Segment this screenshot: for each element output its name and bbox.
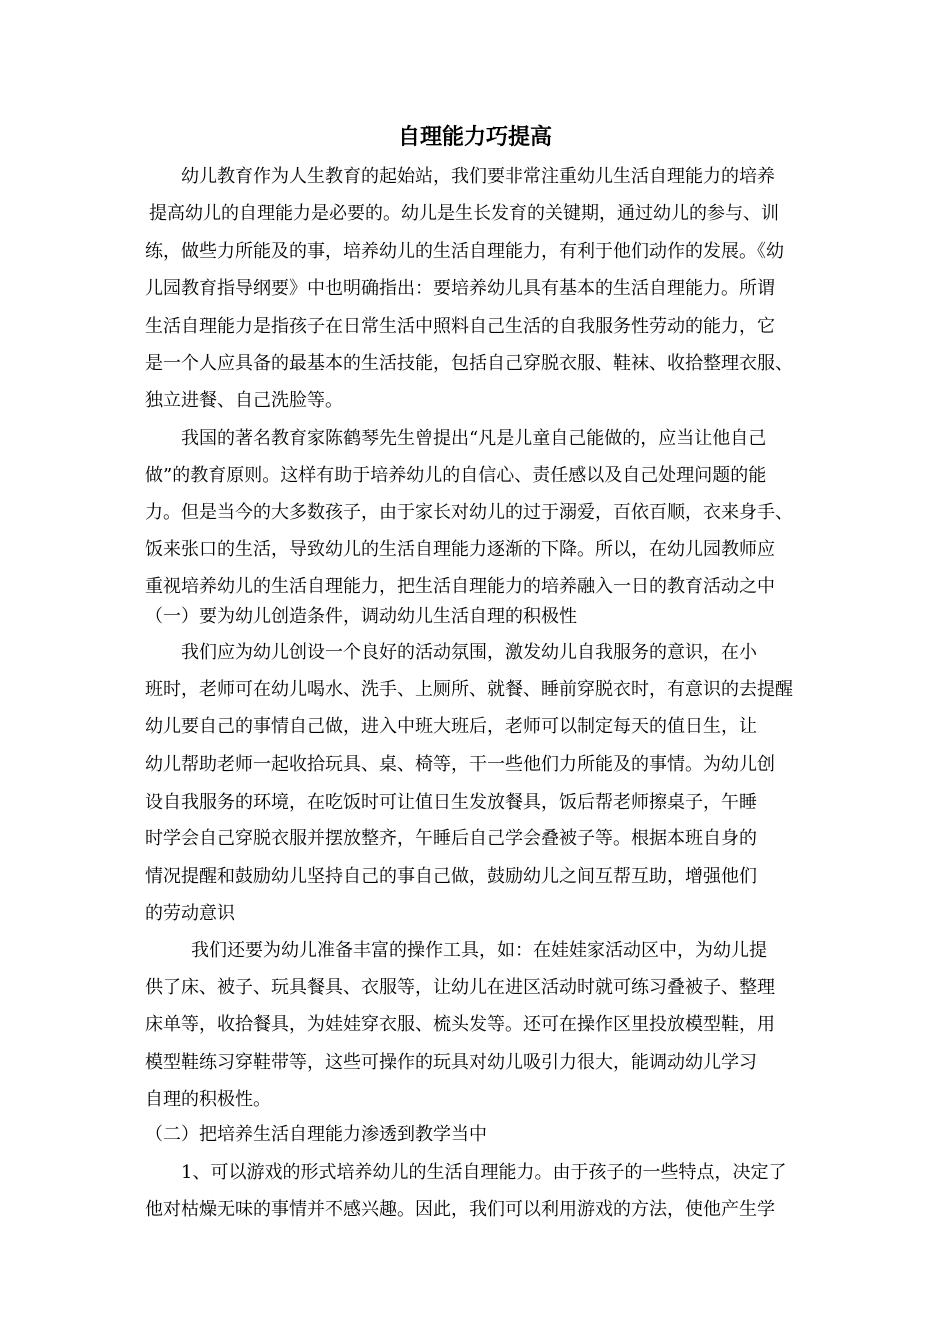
text-line: 我们还要为幼儿准备丰富的操作工具，如：在娃娃家活动区中，为幼儿提 xyxy=(191,940,767,961)
text-line: 生活自理能力是指孩子在日常生活中照料自己生活的自我服务性劳动的能力，它 xyxy=(145,316,775,337)
text-line: 重视培养幼儿的生活自理能力，把生活自理能力的培养融入一日的教育活动之中 xyxy=(145,576,775,597)
text-line: 我国的著名教育家陈鹤琴先生曾提出“凡是儿童自己能做的，应当让他自己 xyxy=(181,428,767,449)
text-line: 练，做些力所能及的事，培养幼儿的生活自理能力，有利于他们动作的发展。《幼 xyxy=(145,241,784,262)
text-line: 独立进餐、自己洗脸等。 xyxy=(145,390,343,411)
text-line: 做”的教育原则。这样有助于培养幼儿的自信心、责任感以及自己处理问题的能 xyxy=(145,465,767,486)
text-line: 供了床、被子、玩具餐具、衣服等，让幼儿在进区活动时就可练习叠被子、整理 xyxy=(145,977,775,998)
text-line: 儿园教育指导纲要》中也明确指出：要培养幼儿具有基本的生活自理能力。所谓 xyxy=(145,278,775,299)
text-line: 班时，老师可在幼儿喝水、洗手、上厕所、就餐、睡前穿脱衣时，有意识的去提醒 xyxy=(145,679,793,700)
text-line: 幼儿教育作为人生教育的起始站，我们要非常注重幼儿生活自理能力的培养 xyxy=(181,166,775,187)
text-line: 幼儿要自己的事情自己做，进入中班大班后，老师可以制定每天的值日生，让 xyxy=(145,716,757,737)
document-title: 自理能力巧提高 xyxy=(397,125,552,150)
section-heading: （二）把培养生活自理能力渗透到教学当中 xyxy=(145,1124,487,1145)
text-line: 设自我服务的环境，在吃饭时可让值日生发放餐具，饭后帮老师擦桌子，午睡 xyxy=(145,792,757,813)
text-line: 模型鞋练习穿鞋带等，这些可操作的玩具对幼儿吸引力很大，能调动幼儿学习 xyxy=(145,1052,757,1073)
text-line: 提高幼儿的自理能力是必要的。幼儿是生长发育的关键期，通过幼儿的参与、训 xyxy=(149,203,779,224)
text-line: 我们应为幼儿创设一个良好的活动氛围，激发幼儿自我服务的意识，在小 xyxy=(181,642,757,663)
text-line: 他对枯燥无味的事情并不感兴趣。因此，我们可以利用游戏的方法，使他产生学 xyxy=(145,1199,775,1220)
text-line: 力。但是当今的大多数孩子，由于家长对幼儿的过于溺爱，百依百顺，衣来身手、 xyxy=(145,502,793,523)
section-heading: （一）要为幼儿创造条件，调动幼儿生活自理的积极性 xyxy=(145,606,577,627)
text-line: 的劳动意识 xyxy=(145,903,235,924)
text-line: 饭来张口的生活，导致幼儿的生活自理能力逐渐的下降。所以，在幼儿园教师应 xyxy=(145,539,775,560)
text-line: 1、可以游戏的形式培养幼儿的生活自理能力。由于孩子的一些特点，决定了 xyxy=(181,1162,787,1183)
text-line: 幼儿帮助老师一起收拾玩具、桌、椅等，干一些他们力所能及的事情。为幼儿创 xyxy=(145,754,775,775)
text-line: 自理的积极性。 xyxy=(145,1089,271,1110)
text-line: 床单等，收拾餐具，为娃娃穿衣服、梳头发等。还可在操作区里投放模型鞋，用 xyxy=(145,1014,775,1035)
text-line: 时学会自己穿脱衣服并摆放整齐，午睡后自己学会叠被子等。根据本班自身的 xyxy=(145,828,757,849)
text-line: 是一个人应具备的最基本的生活技能，包括自己穿脱衣服、鞋袜、收拾整理衣服、 xyxy=(145,353,793,374)
text-line: 情况提醒和鼓励幼儿坚持自己的事自己做，鼓励幼儿之间互帮互助，增强他们 xyxy=(145,866,757,887)
